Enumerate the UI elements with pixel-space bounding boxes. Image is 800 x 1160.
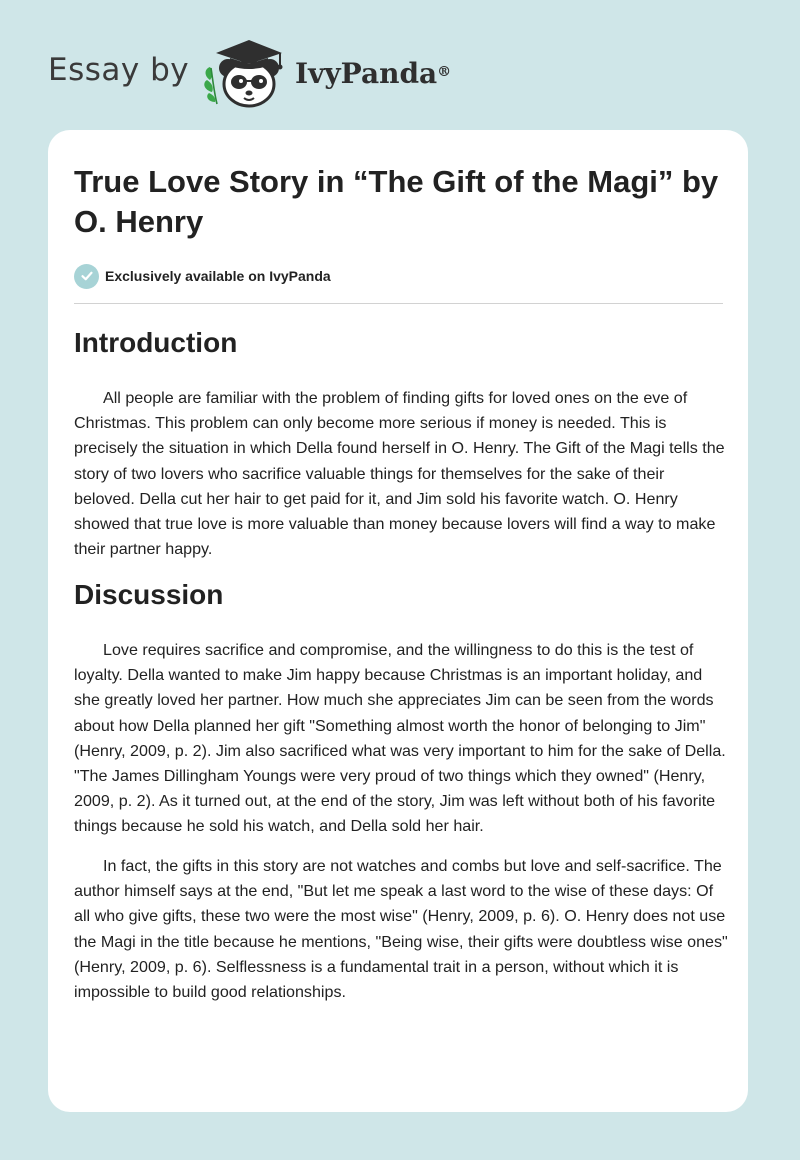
brand-name[interactable] bbox=[295, 54, 451, 94]
essay-card bbox=[48, 130, 748, 1112]
site-header bbox=[0, 0, 800, 120]
page-title: True Love Story in “The Gift of the Magi” by O. Henry bbox=[74, 164, 719, 239]
paragraph-introduction-1: All people are familiar with the problem of finding gifts for loved ones on the eve of Christmas. This problem can only become more serious if money is needed. This is precisely the situation in which Della found herself in O. Henry. The Gift of the Magi tells the story of two lovers who sacrifice valuable things for themselves for the sake of their beloved. Della cut her hair to get paid for it, and Jim sold his favorite watch. O. Henry showed that true love is more valuable than money because lovers will find a way to make their partner happy. bbox=[74, 389, 725, 559]
paragraph-discussion-1: Love requires sacrifice and compromise, and the willingness to do this is the test of loyalty. Della wanted to make Jim happy because Christmas is an important holiday, and she greatly loved her partner. How much she appreciates Jim can be seen from the words about how Della planned her gift "Something almost worth the honor of belonging to Jim" (Henry, 2009, p. 2). Jim also sacrificed what was very important to him for the sake of Della. "The James Dillingham Youngs were very proud of two things which they owned" (Henry, 2009, p. 2). As it turned out, at the end of the story, Jim was left without both of his favorite things because he sold his watch, and Della sold her hair. bbox=[74, 641, 726, 836]
exclusive-label: Exclusively available on IvyPanda bbox=[105, 268, 331, 284]
essay-by-label: Essay by bbox=[48, 52, 190, 88]
section-heading-discussion: Discussion bbox=[74, 579, 224, 610]
ivy-leaf-icon bbox=[204, 67, 217, 104]
registered-mark: ® bbox=[437, 64, 452, 80]
section-heading-introduction: Introduction bbox=[74, 327, 238, 358]
divider bbox=[74, 303, 723, 304]
check-icon bbox=[74, 264, 99, 289]
exclusive-badge bbox=[74, 263, 331, 289]
brand-label: IvyPanda bbox=[295, 57, 438, 90]
panda-graduate-icon[interactable] bbox=[200, 36, 294, 110]
paragraph-discussion-2: In fact, the gifts in this story are not watches and combs but love and self-sacrifice. The author himself says at the end, "But let me speak a last word to the wise of these days: Of all who give gifts, these two were the most wise" (Henry, 2009, p. 6). O. Henry does not use the Magi in the title because he mentions, "Being wise, their gifts were doubtless wise ones" (Henry, 2009, p. 6). Selflessness is a fundamental trait in a person, without which it is impossible to build good relationships. bbox=[74, 857, 728, 1002]
